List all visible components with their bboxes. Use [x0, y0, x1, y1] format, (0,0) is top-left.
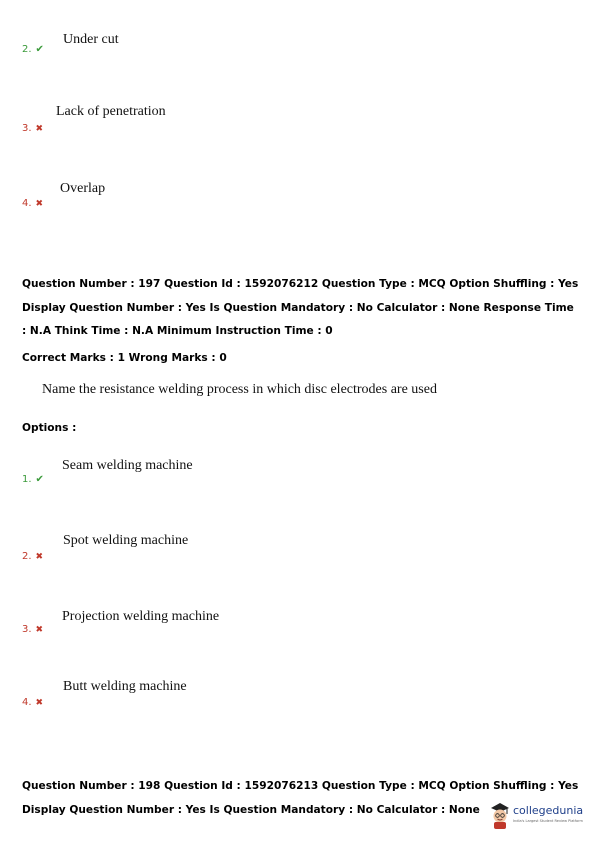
question-197-meta-line-2: Display Question Number : Yes Is Question Mandatory : No Calculator : None Response Time: [22, 302, 574, 314]
option-2-number: 2. ✖: [22, 551, 44, 562]
question-198-meta-line-1: Question Number : 198 Question Id : 1592076213 Question Type : MCQ Option Shuffling : Yes: [22, 780, 579, 792]
prev-option-4-number: 4. ✖: [22, 198, 44, 209]
question-197-text: Name the resistance welding process in which disc electrodes are used: [42, 382, 437, 397]
prev-option-3-number: 3. ✖: [22, 123, 44, 134]
question-197-meta-line-1: Question Number : 197 Question Id : 1592076212 Question Type : MCQ Option Shuffling : Yes: [22, 278, 579, 290]
option-1-text: Seam welding machine: [62, 458, 193, 473]
question-198-meta-line-2: Display Question Number : Yes Is Question Mandatory : No Calculator : None: [22, 804, 480, 816]
option-3-text: Projection welding machine: [62, 609, 220, 624]
cross-icon: ✖: [35, 199, 44, 209]
cross-icon: ✖: [35, 552, 44, 562]
brand-name: collegedunia: [513, 804, 584, 817]
prev-option-3-text: Lack of penetration: [56, 104, 166, 119]
prev-option-4-text: Overlap: [60, 181, 106, 196]
check-icon: ✔: [35, 474, 44, 485]
collegedunia-logo: [489, 798, 593, 832]
question-197-meta-line-3: : N.A Think Time : N.A Minimum Instruction Time : 0: [22, 325, 333, 337]
check-icon: ✔: [35, 44, 44, 55]
options-label: Options :: [22, 422, 77, 434]
option-1-number: 1. ✔: [22, 474, 44, 485]
cross-icon: ✖: [35, 124, 44, 134]
cross-icon: ✖: [35, 698, 44, 708]
cross-icon: ✖: [35, 625, 44, 635]
question-197-marks: Correct Marks : 1 Wrong Marks : 0: [22, 352, 227, 364]
student-mascot-icon: [489, 800, 511, 830]
brand-tagline: India's Largest Student Review Platform: [513, 819, 583, 823]
prev-option-2-number: 2. ✔: [22, 44, 44, 55]
option-4-text: Butt welding machine: [63, 679, 187, 694]
prev-option-2-text: Under cut: [63, 32, 119, 47]
option-2-text: Spot welding machine: [63, 533, 189, 548]
option-3-number: 3. ✖: [22, 624, 44, 635]
option-4-number: 4. ✖: [22, 697, 44, 708]
